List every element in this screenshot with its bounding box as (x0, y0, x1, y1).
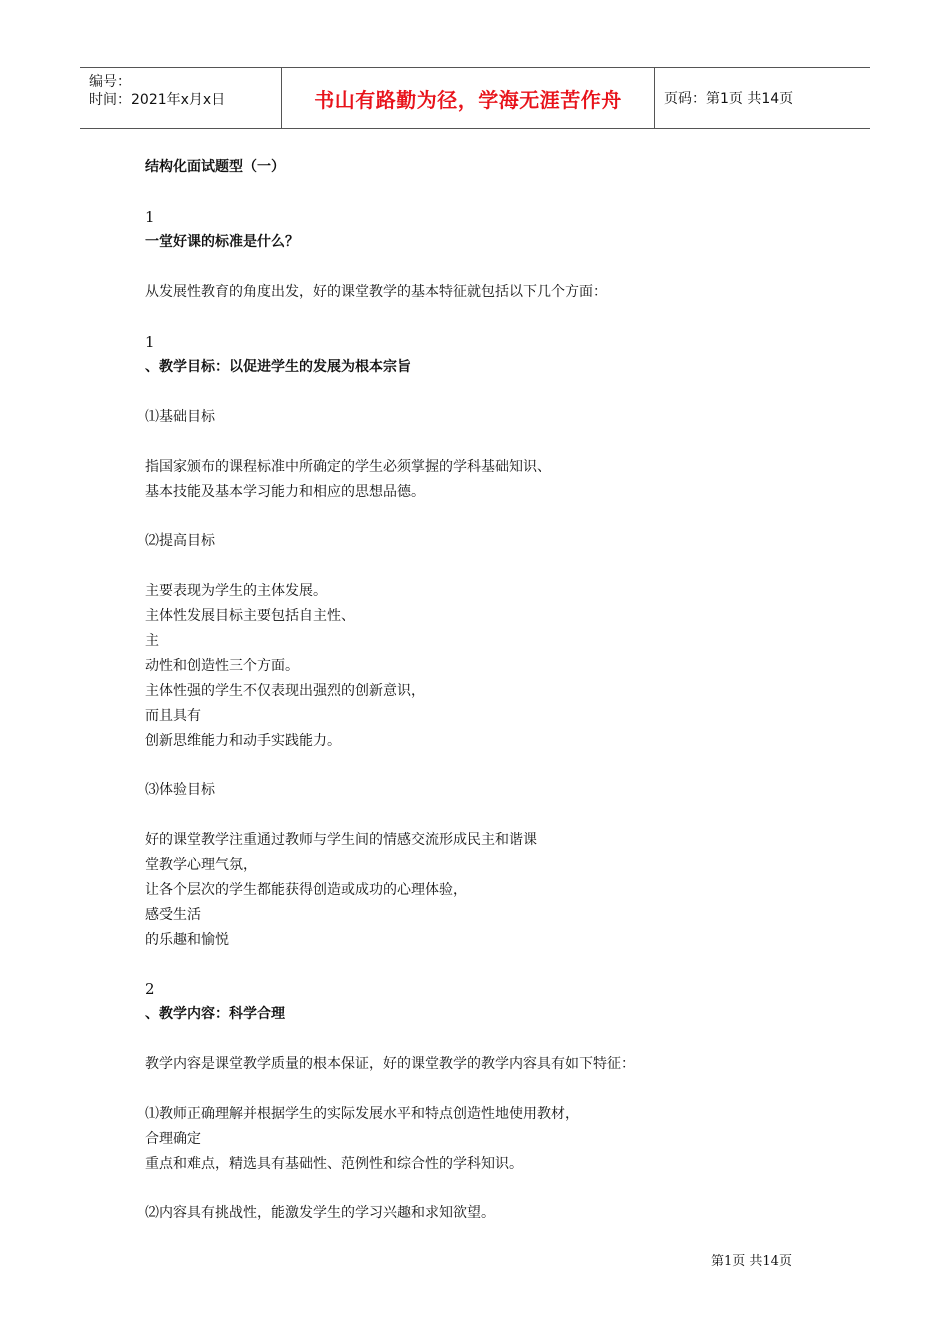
section-1-point-1-line: 指国家颁布的课程标准中所确定的学生必须掌握的学科基础知识、 (145, 459, 551, 475)
header-motto-cell (281, 68, 655, 128)
section-1-point-3-line: 好的课堂教学注重通过教师与学生间的情感交流形成民主和谐课 (145, 832, 537, 848)
question-number: 1 (145, 208, 155, 226)
section-1-point-2-title: ⑵提高目标 (145, 533, 215, 549)
section-2-number: 2 (145, 980, 155, 998)
section-2-point-2-line: ⑵内容具有挑战性，能激发学生的学习兴趣和求知欲望。 (145, 1205, 495, 1221)
section-1-point-1-title: ⑴基础目标 (145, 409, 215, 425)
section-1-point-3-line: 感受生活 (145, 907, 201, 923)
section-1-point-2-line: 主体性发展目标主要包括自主性、 (145, 608, 355, 624)
header-meta (80, 68, 281, 128)
page-info: 页码：第1页 共14页 (664, 91, 794, 107)
section-1-point-1-line: 基本技能及基本学习能力和相应的思想品德。 (145, 484, 425, 500)
time-label: 时间：2021年x月x日 (89, 92, 226, 108)
section-1-point-3-line: 堂教学心理气氛， (145, 857, 257, 873)
page-footer: 第1页 共14页 (711, 1254, 792, 1269)
section-2-point-1-line: 合理确定 (145, 1131, 201, 1147)
section-2-intro: 教学内容是课堂教学质量的根本保证，好的课堂教学的教学内容具有如下特征： (145, 1056, 635, 1072)
section-1-point-2-line: 主体性强的学生不仅表现出强烈的创新意识， (145, 683, 425, 699)
section-1-point-3-title: ⑶体验目标 (145, 782, 215, 798)
section-1-point-2-line: 动性和创造性三个方面。 (145, 658, 299, 674)
intro-paragraph: 从发展性教育的角度出发，好的课堂教学的基本特征就包括以下几个方面： (145, 284, 607, 300)
section-1-number: 1 (145, 333, 155, 351)
section-1-point-2-line: 而且具有 (145, 708, 201, 724)
section-2-point-1-line: ⑴教师正确理解并根据学生的实际发展水平和特点创造性地使用教材， (145, 1106, 579, 1122)
section-1-heading: 、教学目标：以促进学生的发展为根本宗旨 (145, 359, 411, 375)
section-1-point-2-line: 主 (145, 633, 159, 649)
section-1-point-3-line: 的乐趣和愉悦 (145, 932, 229, 948)
page-header (80, 67, 870, 129)
document-title: 结构化面试题型（一） (145, 159, 285, 175)
motto: 书山有路勤为径，学海无涯苦作舟 (314, 87, 622, 112)
section-1-point-2-line: 主要表现为学生的主体发展。 (145, 583, 327, 599)
section-1-point-3-line: 让各个层次的学生都能获得创造或成功的心理体验， (145, 882, 467, 898)
section-2-heading: 、教学内容：科学合理 (145, 1006, 285, 1022)
question-heading: 一堂好课的标准是什么？ (145, 234, 299, 250)
section-1-point-2-line: 创新思维能力和动手实践能力。 (145, 733, 341, 749)
number-label: 编号： (89, 74, 131, 90)
header-page-info (655, 68, 870, 128)
section-2-point-1-line: 重点和难点，精选具有基础性、范例性和综合性的学科知识。 (145, 1156, 523, 1172)
